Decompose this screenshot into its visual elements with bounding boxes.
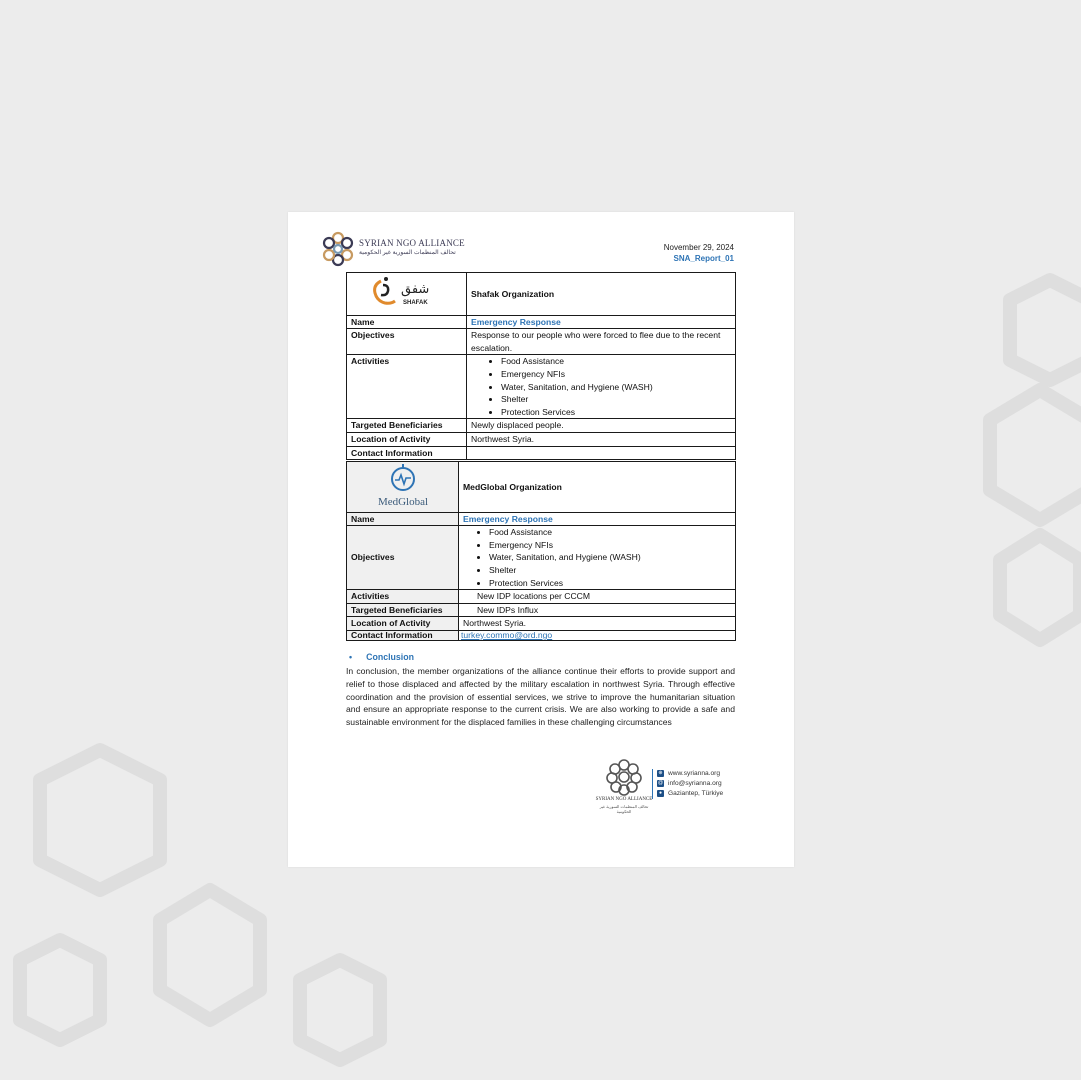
shafak-org-title: Shafak Organization [467,273,736,316]
medglobal-logo-icon [363,462,443,508]
footer-divider [652,769,653,799]
footer-org-name-arabic: تحالف المنظمات السورية غير الحكومية [599,804,649,814]
shafak-logo-text: SHAFAK [402,300,428,306]
shafak-logo-icon [367,273,447,311]
conclusion-title: Conclusion [366,652,414,662]
shafak-logo-arabic: شفق [400,282,429,297]
list-item: • Protection Services [489,577,731,590]
footer-email[interactable]: info@syrianna.org [668,779,722,787]
shafak-contact-label: Contact Information [347,446,467,460]
medglobal-activities-value: New IDP locations per CCCM [459,590,736,604]
list-item: • Emergency NFIs [489,539,731,552]
email-icon: @ [657,779,664,786]
medglobal-org-title: MedGlobal Organization [459,462,736,513]
medglobal-activities-label: Activities [347,590,459,604]
shafak-activities-label: Activities [347,355,467,419]
footer-email-row [657,778,723,788]
shafak-activities-list [471,355,731,418]
alliance-flower-logo-icon [318,229,358,269]
shafak-contact-value [467,446,736,460]
medglobal-objectives-list-cell [459,526,736,590]
footer-website[interactable]: www.syrianna.org [668,769,721,777]
medglobal-contact-link[interactable]: turkey.commo@ord.ngo [461,630,553,640]
medglobal-location-value: Northwest Syria. [459,617,736,631]
shafak-logo-cell [347,273,467,316]
medglobal-table [346,461,736,641]
conclusion-text: In conclusion, the member organizations of the alliance continue their efforts to provide support and relief to those displaced and affected by the military escalation in northwest Syria. Through effective coordination and the provision of essential services, we strive to improve the humanitarian situation and ensure an appropriate response to the current crisis. We are also working to provide a safe and sustainable environment for the displaced families in these challenging circumstances [346,666,735,728]
header-org-name: SYRIAN NGO ALLIANCE [359,238,465,248]
shafak-name-label: Name [347,315,467,329]
shafak-location-label: Location of Activity [347,432,467,446]
shafak-objectives-label: Objectives [347,329,467,355]
medglobal-logo-text: MedGlobal [377,496,428,508]
list-item: • Emergency NFIs [501,368,731,381]
list-item: • Shelter [501,393,731,406]
footer-flower-logo-icon [604,757,644,797]
list-item: • Shelter [489,564,731,577]
list-item: • Protection Services [501,406,731,419]
bullet-icon: • [349,652,353,662]
shafak-beneficiaries-value: Newly displaced people. [467,419,736,433]
medglobal-name-label: Name [347,512,459,526]
medglobal-name-value: Emergency Response [459,512,736,526]
footer-contacts [657,768,723,798]
header-org-name-arabic: تحالف المنظمات السورية غير الحكومية [359,250,456,256]
list-item: • Food Assistance [489,526,731,539]
shafak-table [346,272,736,460]
footer-website-row [657,768,723,778]
medglobal-contact-label: Contact Information [347,630,459,640]
footer-location: Gaziantep, Türkiye [668,789,724,797]
list-item: • Water, Sanitation, and Hygiene (WASH) [489,551,731,564]
medglobal-objectives-label: Objectives [347,526,459,590]
shafak-name-value: Emergency Response [467,315,736,329]
medglobal-beneficiaries-value: New IDPs Influx [459,603,736,617]
list-item: • Water, Sanitation, and Hygiene (WASH) [501,381,731,394]
shafak-beneficiaries-label: Targeted Beneficiaries [347,419,467,433]
medglobal-location-label: Location of Activity [347,617,459,631]
footer-location-row [657,788,723,798]
report-id: SNA_Report_01 [673,254,734,263]
medglobal-objectives-list [463,526,731,589]
footer-org-name: SYRIAN NGO ALLIANCE [595,797,653,802]
list-item: • Food Assistance [501,355,731,368]
shafak-activities-list-cell [467,355,736,419]
location-pin-icon: ● [658,789,663,796]
globe-icon: ⊕ [658,769,663,776]
shafak-objectives-value: Response to our people who were forced to flee due to the recent escalation. [467,329,736,355]
medglobal-logo-cell [347,462,459,513]
report-date: November 29, 2024 [663,243,734,252]
report-page [288,212,794,867]
medglobal-contact-value [459,630,736,640]
medglobal-beneficiaries-label: Targeted Beneficiaries [347,603,459,617]
shafak-location-value: Northwest Syria. [467,432,736,446]
conclusion-heading [349,652,414,662]
